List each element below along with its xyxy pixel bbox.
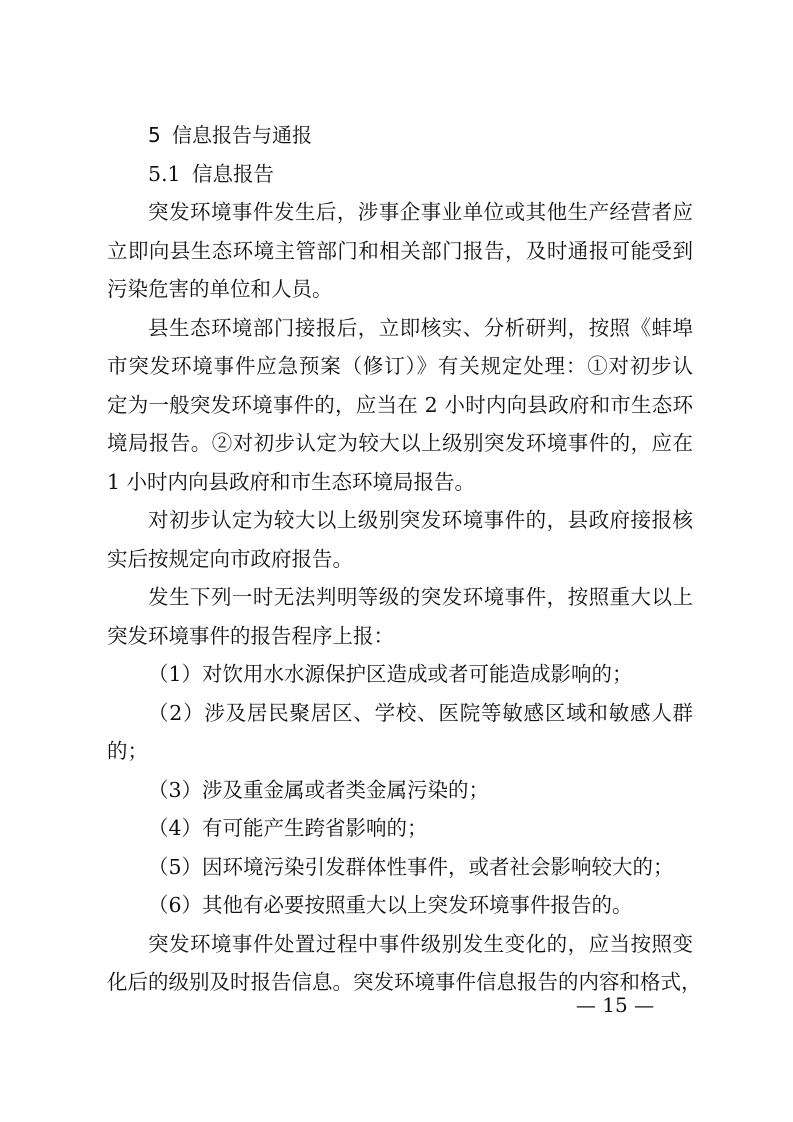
text-line: 突发环境事件发生后，涉事企事业单位或其他生产经营者应 [148, 200, 693, 224]
section-number: 5 [148, 123, 161, 147]
list-item: （3）涉及重金属或者类金属污染的； [148, 777, 490, 802]
text-line: 突发环境事件处置过程中事件级别发生变化的，应当按照变 [148, 931, 693, 956]
subsection-number: 5.1 [148, 161, 181, 186]
page-number: — 15 — [575, 993, 655, 1017]
text-line: 定为一般突发环境事件的，应当在 2 小时内向县政府和市生态环 [107, 392, 693, 417]
text-line: 实后按规定向市政府报告。 [107, 546, 353, 571]
subsection-heading [107, 163, 693, 186]
list-item: （1）对饮用水水源保护区造成或者可能造成影响的； [148, 662, 633, 686]
text-line: 发生下列一时无法判明等级的突发环境事件，按照重大以上 [148, 585, 693, 609]
text-line: 1 小时内向县政府和市生态环境局报告。 [107, 469, 476, 494]
page-content [107, 123, 702, 1010]
text-line: 的； [107, 739, 148, 763]
text-line: 化后的级别及时报告信息。突发环境事件信息报告的内容和格式， [107, 970, 702, 994]
section-title: 信息报告与通报 [172, 123, 312, 147]
list-item: （5）因环境污染引发群体性事件，或者社会影响较大的； [148, 854, 674, 879]
list-item: （4）有可能产生跨省影响的； [148, 816, 428, 840]
list-item: （2）涉及居民聚居区、学校、医院等敏感区域和敏感人群 [148, 700, 693, 725]
section-heading [107, 124, 693, 147]
list-item: （6）其他有必要按照重大以上突发环境事件报告的。 [148, 893, 633, 917]
subsection-title: 信息报告 [192, 161, 274, 186]
text-line: 突发环境事件的报告程序上报： [107, 623, 394, 648]
text-line: 境局报告。②对初步认定为较大以上级别突发环境事件的，应在 [107, 431, 693, 455]
text-line: 市突发环境事件应急预案（修订）》有关规定处理：①对初步认 [107, 354, 693, 378]
text-line: 立即向县生态环境主管部门和相关部门报告，及时通报可能受到 [107, 238, 693, 263]
text-line: 对初步认定为较大以上级别突发环境事件的，县政府接报核 [148, 508, 693, 532]
text-line: 县生态环境部门接报后，立即核实、分析研判，按照《蚌埠 [148, 315, 693, 340]
text-line: 污染危害的单位和人员。 [107, 277, 333, 301]
